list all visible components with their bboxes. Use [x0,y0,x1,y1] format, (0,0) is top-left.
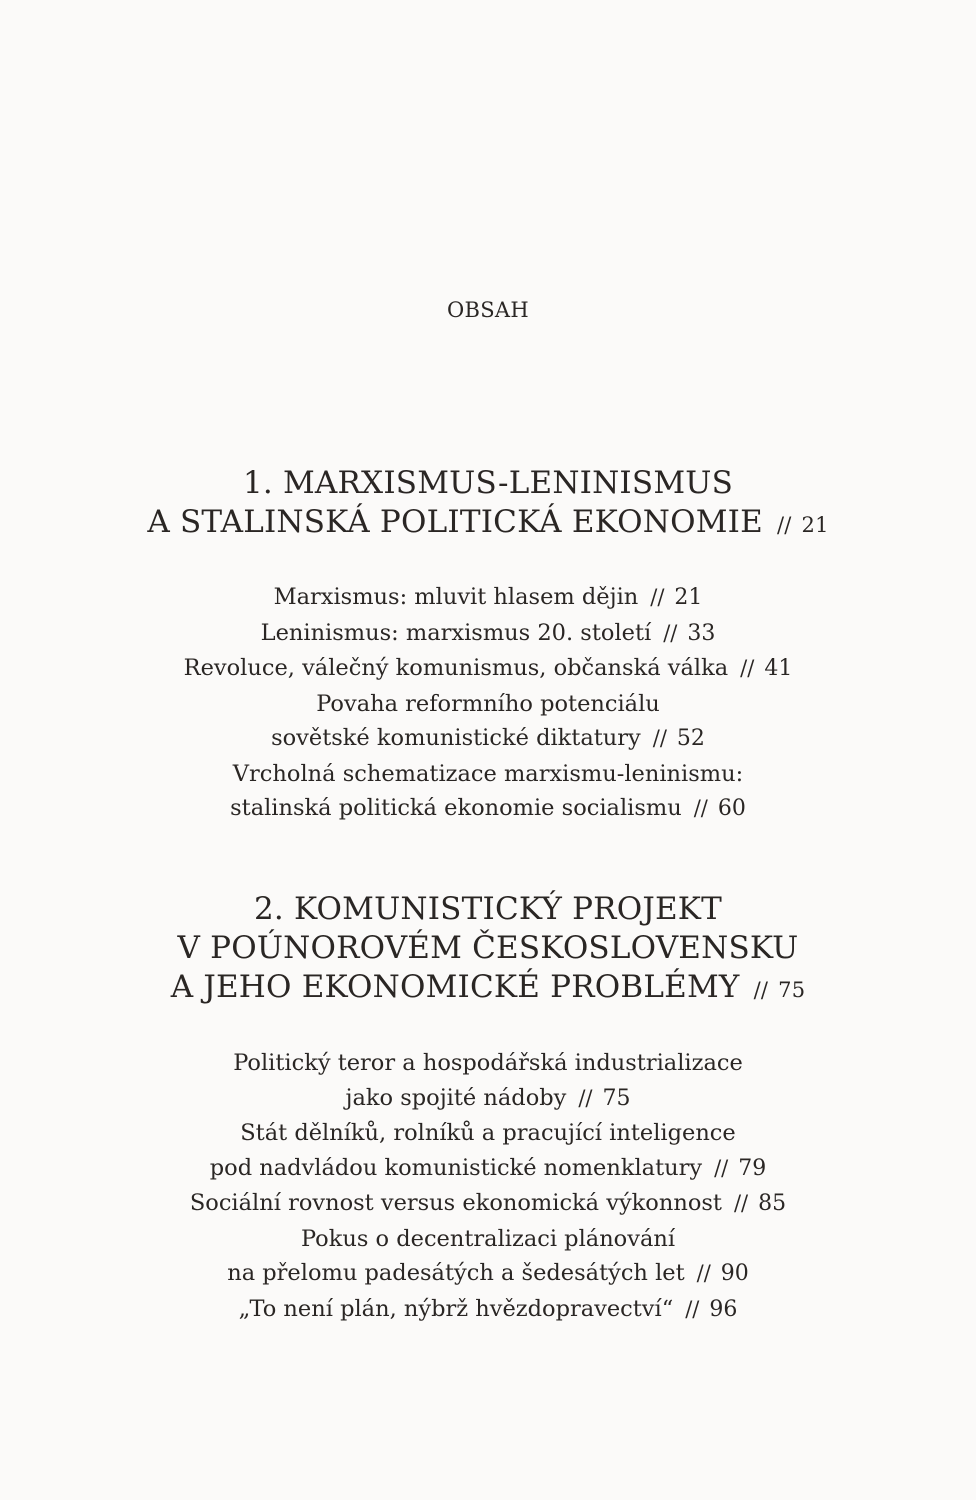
chapter-1-entries [0,580,976,827]
separator: // [578,1085,593,1110]
chapter-1-title [0,464,976,545]
toc-entry[interactable]: pod nadvládou komunistické nomenklatury // 79 [209,1154,767,1181]
toc-entry[interactable]: Sociální rovnost versus ekonomická výkonnost // 85 [189,1190,787,1216]
chapter-title-line: 2. KOMUNISTICKÝ PROJEKT [253,891,723,927]
separator: // [652,726,667,750]
toc-entry[interactable]: Politický teror a hospodářská industrializace [233,1050,743,1076]
chapter-title-line: 1. MARXISMUS-LENINISMUS [242,465,734,501]
separator: // [733,1191,749,1215]
separator: // [663,620,678,645]
toc-heading: OBSAH [446,298,529,322]
chapter-2-title [0,890,976,1010]
page-number: 90 [720,1261,749,1286]
chapter-title-line: A JEHO EKONOMICKÉ PROBLÉMY // 75 [170,969,806,1005]
toc-entry[interactable]: Povaha reformního potenciálu [316,690,660,717]
separator: // [685,1296,700,1321]
separator: // [740,656,755,680]
page-number: 60 [717,796,746,821]
page-number: 21 [801,513,829,537]
separator: // [650,585,665,609]
separator: // [753,978,769,1002]
chapter-2-entries [0,1046,976,1327]
page-number: 75 [602,1085,631,1111]
toc-entry[interactable]: „To není plán, nýbrž hvězdopravectví“ // 96 [238,1295,738,1322]
page-number: 85 [758,1191,787,1216]
toc-entry[interactable]: jako spojité nádoby // 75 [345,1084,631,1111]
page-number: 52 [676,726,705,751]
separator: // [693,796,708,820]
page-number: 96 [709,1296,738,1322]
page-number: 33 [687,620,716,646]
separator: // [714,1155,729,1180]
page-number: 21 [674,585,703,610]
chapter-title-line: V POÚNOROVÉM ČESKOSLOVENSKU [177,930,799,966]
page-number: 75 [778,978,806,1002]
toc-entry[interactable]: na přelomu padesátých a šedesátých let // 90 [227,1260,749,1286]
toc-entry[interactable]: Pokus o decentralizaci plánování [300,1225,676,1252]
page-number: 41 [764,656,793,681]
toc-entry[interactable]: sovětské komunistické diktatury // 52 [271,725,705,751]
page-number: 79 [738,1155,767,1181]
separator: // [696,1261,711,1285]
chapter-title-line: A STALINSKÁ POLITICKÁ EKONOMIE // 21 [147,504,829,540]
toc-entry[interactable]: Leninismus: marxismus 20. století // 33 [260,619,716,646]
toc-entry[interactable]: stalinská politická ekonomie socialismu // 60 [230,795,746,821]
toc-entry[interactable]: Vrcholná schematizace marxismu-leninismu: [232,760,744,787]
toc-entry[interactable]: Stát dělníků, rolníků a pracující inteligence [240,1120,736,1146]
separator: // [776,513,792,537]
toc-entry[interactable]: Marxismus: mluvit hlasem dějin // 21 [273,584,703,610]
toc-entry[interactable]: Revoluce, válečný komunismus, občanská válka // 41 [183,655,793,681]
